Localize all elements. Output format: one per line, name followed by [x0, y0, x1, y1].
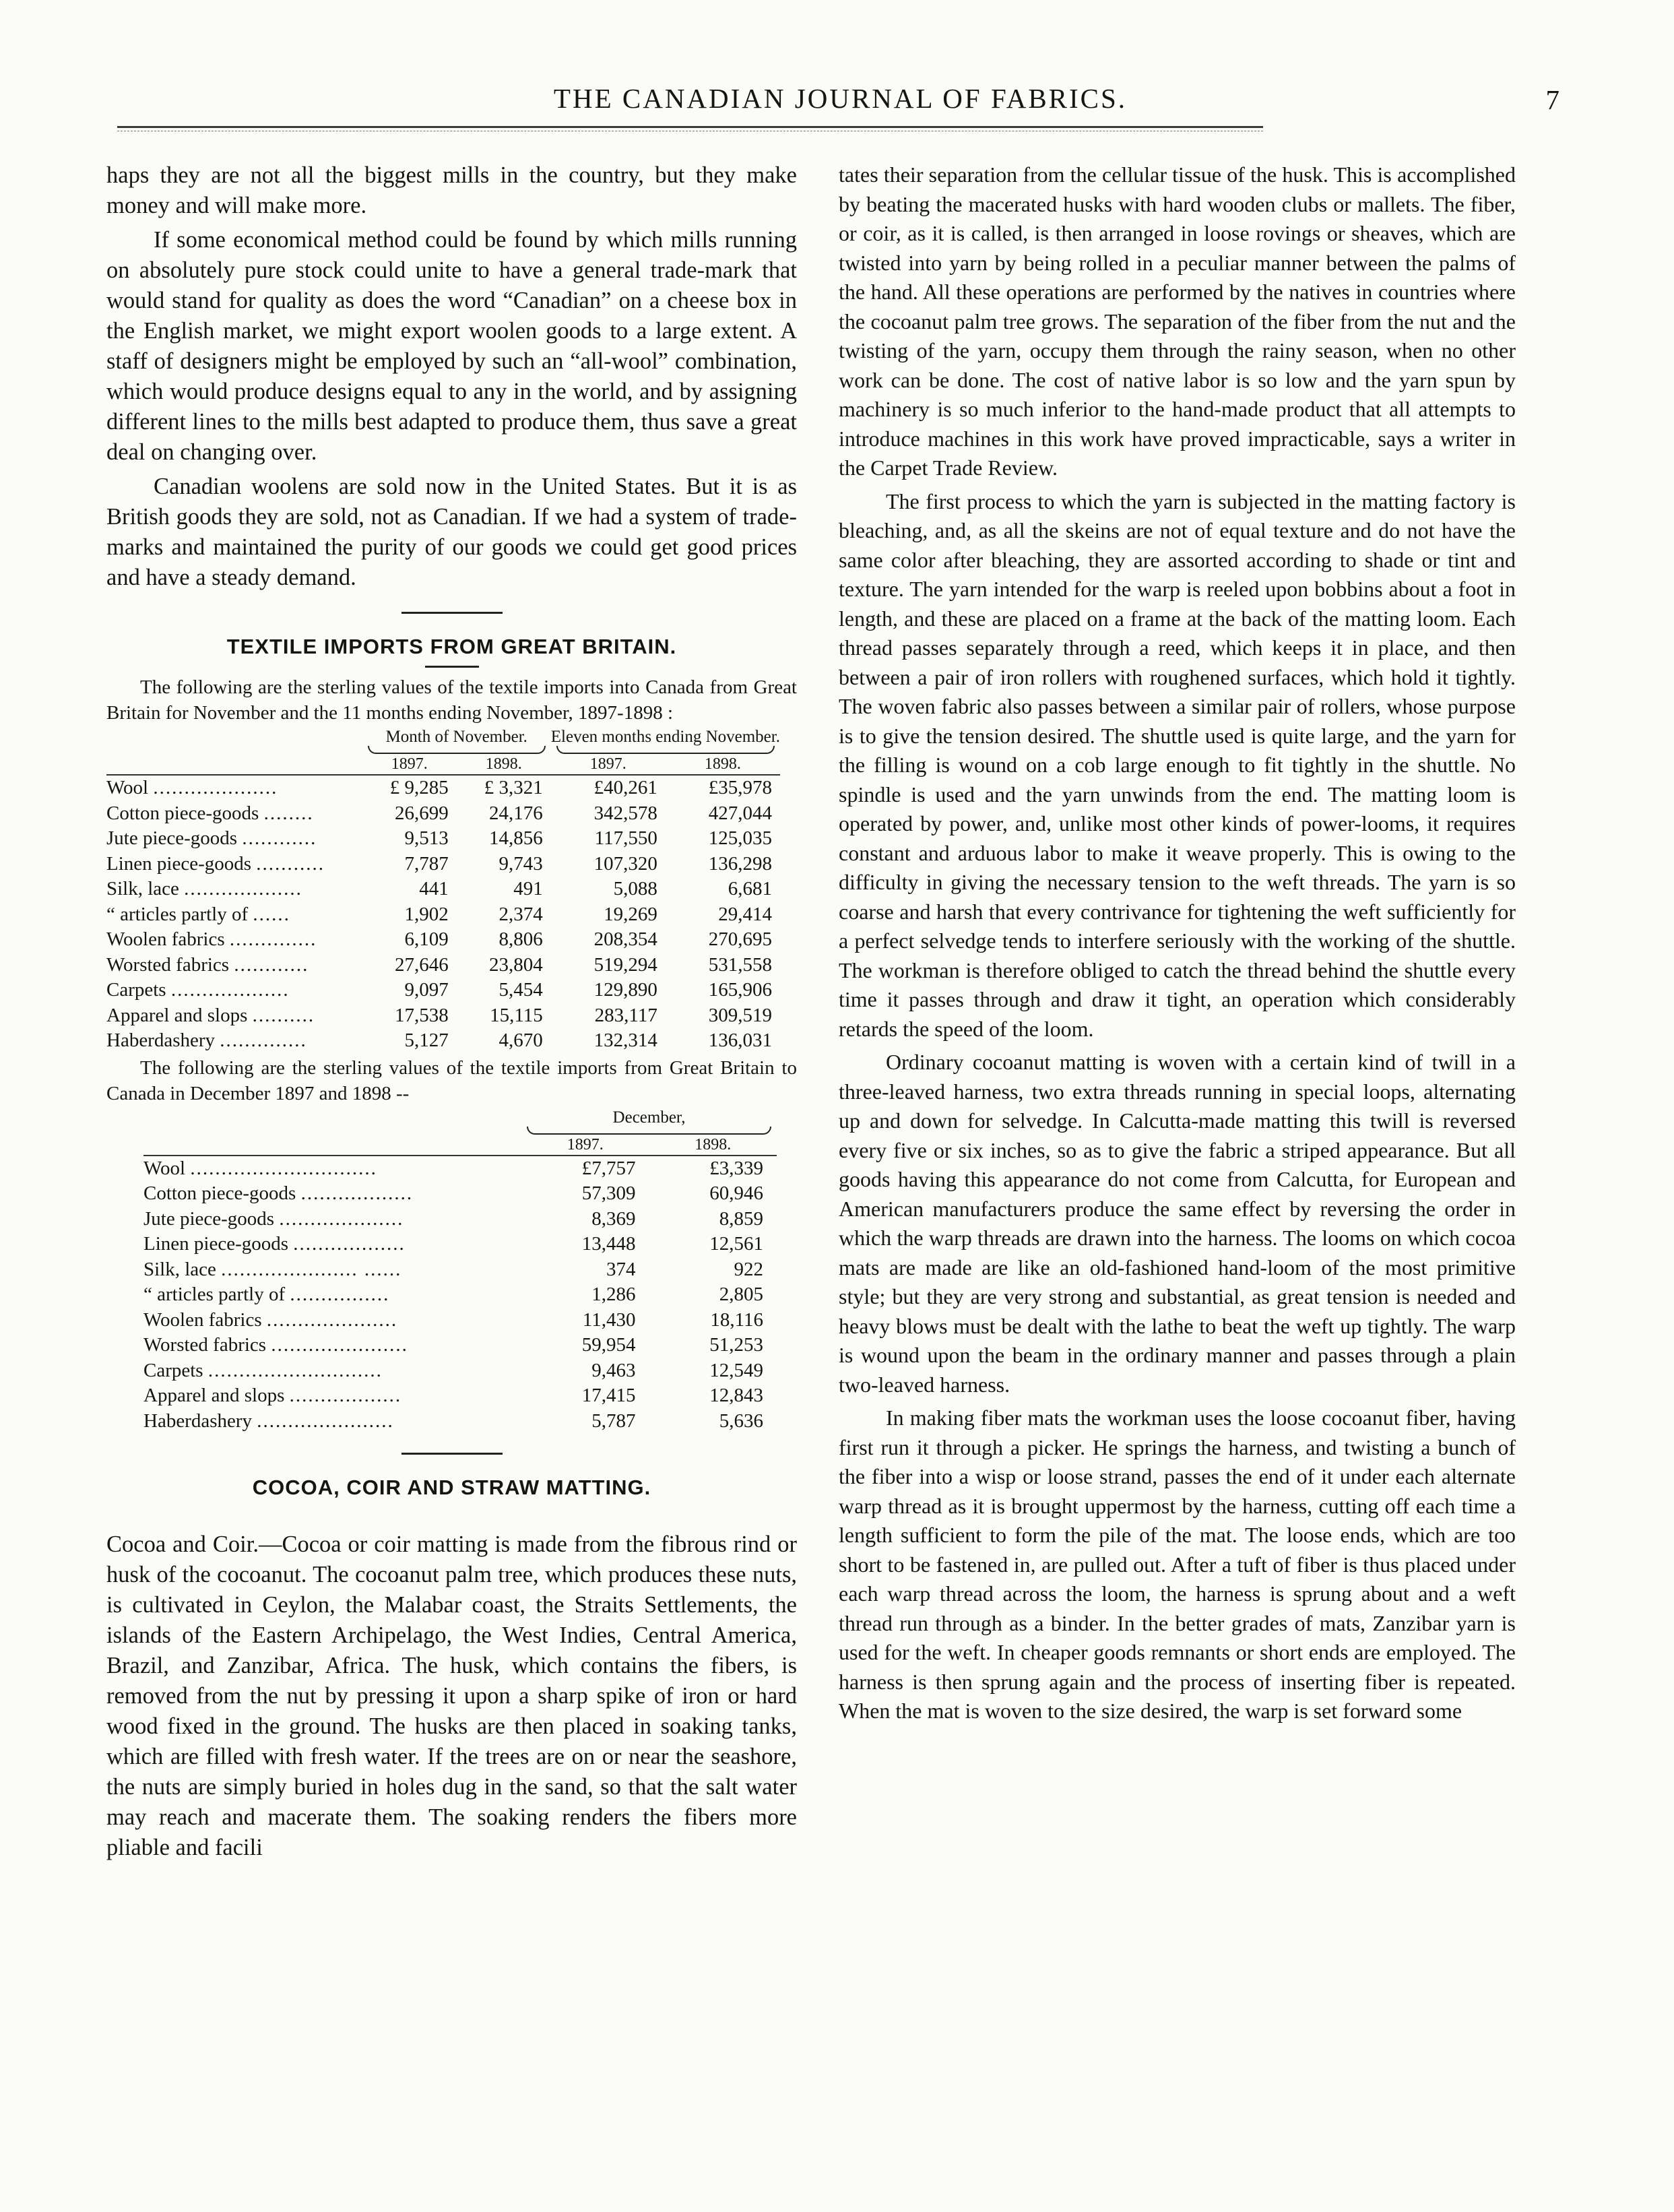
row-label: Worsted fabrics ...................... [143, 1334, 408, 1356]
value-cell: 208,354 [593, 928, 657, 950]
value-cell: 60,946 [709, 1182, 763, 1204]
value-cell: 5,636 [719, 1410, 763, 1432]
year-heading: 1898. [666, 754, 780, 775]
row-label: “ articles partly of ................ [143, 1284, 390, 1305]
header-rule [117, 126, 1263, 128]
row-label: Apparel and slops .................. [143, 1385, 402, 1406]
year-heading: 1897. [551, 754, 666, 775]
value-cell: 9,097 [404, 979, 449, 1001]
dot-leader: .............................. [190, 1157, 377, 1179]
row-label: Silk, lace ...................... ...... [143, 1258, 402, 1280]
value-cell: 165,906 [708, 979, 772, 1001]
table-row [106, 1028, 780, 1054]
table-row [106, 826, 780, 852]
december-imports-table [143, 1109, 777, 1434]
value-cell: 427,044 [708, 802, 772, 824]
paragraph: Ordinary cocoanut matting is woven with a certain kind of twill in a three-leaved harness, two extra threads running in special loops, alternating up and down for selvedge. In Calcutta-made matting this twill is reversed every five or six inches, so as to give the fabric a striped appearance. But all goods having this appearance do not come from Calcutta, for European and American manufacturers produce the same effect by reversing the order in which the warp threads are drawn into the harness. The looms on which cocoa mats are made are like an old-fashioned hand-loom of the most primitive style; but they are very strong and substantial, as great tension is needed and heavy blows must be dealt with the lathe to beat the weft up tightly. The warp is wound upon the beam in the ordinary manner and passes through a plain two-leaved harness. [839, 1050, 1516, 1397]
table-row [143, 1207, 777, 1232]
dot-leader: ...................... [257, 1410, 394, 1432]
row-label: Linen piece-goods .................. [143, 1233, 406, 1255]
row-label: Woolen fabrics ..................... [143, 1308, 398, 1331]
table-row [143, 1308, 777, 1333]
value-cell: 12,561 [709, 1233, 763, 1255]
table-row [106, 902, 780, 928]
paragraph: The first process to which the yarn is subjected in the matting factory is bleaching, and, as all the skeins are not of equal texture and do not have the same color after bleaching, they are assorted according to shade or tint and texture. The yarn intended for the warp is reeled upon bobbins about a foot in length, and these are placed on a frame at the back of the matting loom. Each thread passes separately through a reed, which keeps it in place, and then between a pair of iron rollers with roughened surfaces, which hold it tightly. The woven fabric also passes between a similar pair of rollers, whose purpose is to give the tension desired. The shuttle used is quite large, and the yarn for the filling is wound on a cob large enough to fit tightly in the shuttle. No spindle is used and the yarn unwinds from the end. The matting loom is operated by power, and, unlike most other kinds of power-looms, it requires constant and arduous labor to make it weave properly. This is owing to the difficulty in giving the necessary tension to the weft threads. The yarn is so coarse and harsh that every contrivance for tightening the weft sufficiently for a perfect selvedge tends to interfere seriously with the working of the shuttle. The workman is therefore obliged to catch the thread behind the shuttle every time it passes through and draw it tight, an operation which considerably retards the speed of the loom. [839, 488, 1516, 1041]
year-heading: 1897. [521, 1135, 649, 1156]
group-heading: Month of November. [362, 728, 551, 754]
value-cell: 8,806 [498, 928, 543, 950]
row-label: Haberdashery ...................... [143, 1410, 394, 1432]
table-group-header [143, 1109, 777, 1135]
value-cell: 1,902 [404, 903, 449, 925]
value-cell: 922 [734, 1258, 763, 1280]
row-label: Silk, lace ................... [106, 878, 302, 899]
paragraph: If some economical method could be found by which mills running on absolutely pure stock could unite to have a general trade-mark that would stand for quality as does the word “Canadian” on a cheese box in the English market, we might export woolen goods to a large extent. A staff of designers might be employed by such an “all-wool” combination, which would produce designs equal to any in the world, and by assigning different lines to the mills best adapted to produce them, thus save a great deal on changing over. [106, 227, 797, 465]
table-row [106, 801, 780, 827]
section-title: TEXTILE IMPORTS FROM GREAT BRITAIN. [226, 635, 677, 658]
value-cell: 12,549 [709, 1359, 763, 1381]
dot-leader: ...... [253, 903, 290, 925]
dot-leader: .............. [220, 1030, 307, 1051]
value-cell: 17,538 [394, 1004, 449, 1026]
value-cell: 19,269 [604, 903, 657, 925]
dot-leader: ............ [242, 827, 317, 849]
value-cell: 125,035 [708, 827, 772, 849]
dot-leader: .......... [252, 1004, 315, 1026]
dot-leader: ..................... [266, 1308, 398, 1331]
value-cell: 13,448 [581, 1233, 636, 1255]
value-cell: 8,369 [591, 1207, 636, 1230]
value-cell: 24,176 [489, 802, 543, 824]
row-label: Worsted fabrics ............ [106, 953, 309, 976]
table-row [143, 1383, 777, 1409]
table-row [106, 775, 780, 801]
value-cell: 270,695 [708, 928, 772, 950]
value-cell: 309,519 [708, 1004, 772, 1026]
value-cell: 18,116 [710, 1308, 763, 1331]
value-cell: 9,463 [591, 1359, 636, 1381]
group-heading: Eleven months ending November. [551, 728, 780, 754]
value-cell: 136,298 [708, 852, 772, 875]
table-row [143, 1181, 777, 1207]
row-label: Jute piece-goods .................... [143, 1207, 404, 1230]
title-underline [425, 666, 479, 668]
dot-leader: ................... [170, 979, 290, 1001]
value-cell: 129,890 [593, 979, 657, 1001]
value-cell: £ 3,321 [484, 777, 543, 798]
page-number: 7 [1545, 84, 1559, 115]
table-row [106, 978, 780, 1003]
dot-leader: ........ [263, 802, 314, 824]
table-row [143, 1333, 777, 1358]
value-cell: 57,309 [581, 1182, 636, 1204]
year-heading: 1898. [649, 1135, 777, 1156]
dot-leader: ........... [256, 852, 325, 875]
value-cell: 9,743 [498, 852, 543, 875]
value-cell: 5,127 [404, 1030, 449, 1051]
value-cell: 1,286 [591, 1284, 636, 1305]
year-header-row [143, 1135, 777, 1156]
value-cell: 136,031 [708, 1030, 772, 1051]
dot-leader: ...................... ...... [221, 1258, 402, 1280]
row-label: “ articles partly of ...... [106, 903, 290, 925]
value-cell: 15,115 [490, 1004, 543, 1026]
value-cell: 2,805 [719, 1284, 763, 1305]
row-label: Jute piece-goods ............ [106, 827, 317, 849]
value-cell: £ 9,285 [389, 777, 449, 798]
value-cell: 26,699 [394, 802, 449, 824]
row-label: Wool .................... [106, 777, 278, 798]
november-imports-table [106, 728, 780, 1054]
section-divider [401, 1453, 503, 1455]
value-cell: 9,513 [404, 827, 449, 849]
value-cell: 491 [513, 878, 543, 899]
paragraph: Canadian woolens are sold now in the United States. But it is as British goods they are sold, not as Canadian. If we had a system of trade-marks and maintained the purity of our goods we could get good prices and have a steady demand. [106, 474, 797, 590]
table-row [143, 1257, 777, 1283]
value-cell: 17,415 [581, 1385, 636, 1406]
row-label: Haberdashery .............. [106, 1030, 307, 1051]
value-cell: 14,856 [489, 827, 543, 849]
year-header-row [106, 754, 780, 775]
paragraph: haps they are not all the biggest mills in the country, but they make money and will make more. [106, 162, 797, 218]
value-cell: 107,320 [593, 852, 657, 875]
value-cell: 531,558 [708, 953, 772, 976]
left-column [106, 160, 797, 1863]
dot-leader: .................... [153, 777, 278, 798]
table-row [106, 852, 780, 877]
table-intro: The following are the sterling values of the textile imports from Great Britain to Canada in December 1897 and 1898 -- [106, 1056, 797, 1104]
value-cell: 374 [606, 1258, 636, 1280]
dot-leader: .............. [229, 928, 317, 950]
value-cell: 59,954 [581, 1334, 636, 1356]
year-heading: 1897. [362, 754, 457, 775]
row-label: Linen piece-goods ........... [106, 852, 325, 875]
value-cell: 519,294 [593, 953, 657, 976]
table-row [106, 927, 780, 953]
value-cell: 6,681 [728, 878, 772, 899]
right-column [839, 160, 1516, 1726]
table-row [143, 1282, 777, 1308]
value-cell: 2,374 [498, 903, 543, 925]
value-cell: 441 [419, 878, 449, 899]
dot-leader: .................. [300, 1182, 414, 1204]
row-label: Wool .............................. [143, 1157, 377, 1179]
year-heading: 1898. [457, 754, 551, 775]
value-cell: 23,804 [489, 953, 543, 976]
running-head [108, 82, 1573, 129]
table-intro: The following are the sterling values of the textile imports into Canada from Great Britain for November and the 11 months ending November, 1897-1898 : [106, 676, 797, 724]
table-row [106, 1003, 780, 1029]
section-divider [401, 612, 503, 614]
row-label: Cotton piece-goods ........ [106, 802, 314, 824]
row-label: Woolen fabrics .............. [106, 928, 317, 950]
dot-leader: .................. [289, 1385, 402, 1406]
table-row [143, 1358, 777, 1384]
paragraph: tates their separation from the cellular tissue of the husk. This is accomplished by beating the macerated husks with hard wooden clubs or mallets. The fiber, or coir, as it is called, is then arranged in loose rovings or sheaves, which are twisted into yarn by being rolled in a peculiar manner between the palms of the hand. All these operations are performed by the natives in countries where the cocoanut palm tree grows. The separation of the fiber from the nut and the twisting of the yarn, occupy them through the rainy season, when no other work can be done. The cost of native labor is so low and the yarn spun by machinery is so much inferior to the hand-made product that all attempts to introduce machines in this work have proved impracticable, says a writer in the Carpet Trade Review. [839, 162, 1516, 480]
value-cell: £3,339 [709, 1157, 763, 1179]
table-group-header [106, 728, 780, 754]
value-cell: £7,757 [581, 1157, 636, 1179]
table-row [143, 1156, 777, 1182]
row-label: Cotton piece-goods .................. [143, 1182, 414, 1204]
table-row [143, 1409, 777, 1434]
dot-leader: ................ [290, 1284, 390, 1305]
row-label: Apparel and slops .......... [106, 1004, 315, 1026]
group-heading: December, [521, 1109, 777, 1135]
row-label: Carpets ................... [106, 979, 290, 1001]
value-cell: 29,414 [718, 903, 772, 925]
value-cell: 5,454 [498, 979, 543, 1001]
value-cell: 27,646 [394, 953, 449, 976]
row-label: Carpets ............................ [143, 1359, 383, 1381]
value-cell: 5,088 [613, 878, 657, 899]
dot-leader: .................. [293, 1233, 406, 1255]
value-cell: 11,430 [582, 1308, 636, 1331]
value-cell: 132,314 [593, 1030, 657, 1051]
value-cell: 6,109 [404, 928, 449, 950]
dot-leader: ................... [184, 878, 302, 899]
value-cell: 283,117 [594, 1004, 657, 1026]
value-cell: 4,670 [498, 1030, 543, 1051]
value-cell: 342,578 [593, 802, 657, 824]
value-cell: 7,787 [404, 852, 449, 875]
journal-title: THE CANADIAN JOURNAL OF FABRICS. [553, 83, 1128, 114]
dot-leader: ............ [234, 953, 309, 976]
value-cell: 5,787 [591, 1410, 636, 1432]
table-row [143, 1232, 777, 1257]
value-cell: 12,843 [709, 1385, 763, 1406]
dot-leader: .................... [279, 1207, 404, 1230]
value-cell: £40,261 [593, 777, 657, 798]
value-cell: 117,550 [594, 827, 657, 849]
table-row [106, 877, 780, 902]
section-title: COCOA, COIR AND STRAW MATTING. [252, 1476, 651, 1499]
dot-leader: ...................... [271, 1334, 408, 1356]
dot-leader: ............................ [207, 1359, 383, 1381]
table-row [106, 953, 780, 978]
value-cell: £35,978 [708, 777, 772, 798]
value-cell: 8,859 [719, 1207, 763, 1230]
value-cell: 51,253 [709, 1334, 763, 1356]
paragraph: Cocoa and Coir.—Cocoa or coir matting is made from the fibrous rind or husk of the cocoanut. The cocoanut palm tree, which produces these nuts, is cultivated in Ceylon, the Malabar coast, the Straits Settlements, the islands of the Eastern Archipelago, the West Indies, Central America, Brazil, and Zanzibar, Africa. The husk, which contains the fibers, is removed from the nut by pressing it upon a sharp spike of iron or hard wood fixed in the ground. The husks are then placed in soaking tanks, which are filled with fresh water. If the trees are on or near the seashore, the nuts are simply buried in holes dug in the sand, so that the salt water may reach and macerate them. The soaking renders the fibers more pliable and facili [106, 1531, 797, 1860]
paragraph: In making fiber mats the workman uses the loose cocoanut fiber, having first run it through a picker. He springs the harness, and twisting a bunch of the fiber into a wisp or loose strand, passes the end of it under each alternate warp thread as it is brought uppermost by the harness, cutting off each time a length sufficient to form the pile of the mat. The loose ends, which are too short to be fastened in, are pulled out. After a tuft of fiber is thus placed under each warp thread across the loom, the harness is sprung about and a weft thread run through as a binder. In the better grades of mats, Zanzibar yarn is used for the weft. In cheaper goods remnants or short ends are employed. The harness is then sprung again and the process of inserting fiber is repeated. When the mat is woven to the size desired, the warp is set forward some [839, 1405, 1516, 1723]
